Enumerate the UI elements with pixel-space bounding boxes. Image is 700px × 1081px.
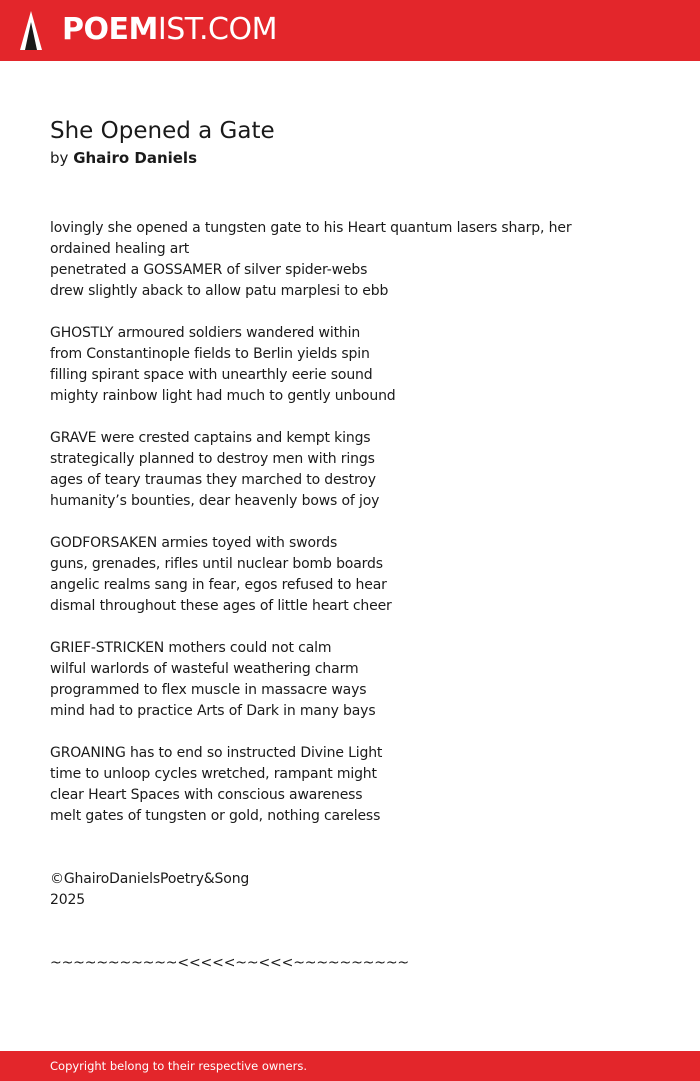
stanza-gap bbox=[50, 722, 610, 743]
poem-line: dismal throughout these ages of little heart cheer bbox=[50, 598, 392, 614]
stanza-gap bbox=[50, 512, 610, 533]
pencil-tip-icon bbox=[18, 10, 44, 52]
poem-line: clear Heart Spaces with conscious awareness bbox=[50, 787, 363, 803]
copyright-text: Copyright belong to their respective owners. bbox=[50, 1059, 308, 1073]
poem-line: 2025 bbox=[50, 892, 86, 908]
site-logo[interactable] bbox=[62, 12, 277, 48]
logo-light-text: IST.COM bbox=[157, 12, 277, 47]
poem-line: GRIEF-STRICKEN mothers could not calm bbox=[50, 640, 332, 656]
poem-line: melt gates of tungsten or gold, nothing careless bbox=[50, 808, 381, 824]
poem-line: wilful warlords of wasteful weathering charm bbox=[50, 661, 359, 677]
poem-title: She Opened a Gate bbox=[50, 118, 275, 144]
poem-line: strategically planned to destroy men with rings bbox=[50, 451, 375, 467]
stanza-gap bbox=[50, 932, 610, 953]
poem-line: GODFORSAKEN armies toyed with swords bbox=[50, 535, 338, 551]
poem-line: ©GhairoDanielsPoetry&Song bbox=[50, 871, 250, 887]
poem-line: humanity’s bounties, dear heavenly bows of joy bbox=[50, 493, 380, 509]
poem-line: angelic realms sang in fear, egos refused to hear bbox=[50, 577, 387, 593]
poem-line: GRAVE were crested captains and kempt kings bbox=[50, 430, 371, 446]
by-label: by bbox=[50, 149, 69, 167]
poem-line: ordained healing art bbox=[50, 241, 190, 257]
site-header bbox=[0, 0, 700, 61]
poem-line: filling spirant space with unearthly eerie sound bbox=[50, 367, 373, 383]
author-name: Ghairo Daniels bbox=[73, 149, 198, 167]
poem-line: programmed to flex muscle in massacre ways bbox=[50, 682, 367, 698]
poem-line: mind had to practice Arts of Dark in many bays bbox=[50, 703, 376, 719]
poem-line: drew slightly aback to allow patu marplesi to ebb bbox=[50, 283, 389, 299]
stanza-gap bbox=[50, 617, 610, 638]
poem-line: ages of teary traumas they marched to destroy bbox=[50, 472, 376, 488]
poem-line: GROANING has to end so instructed Divine Light bbox=[50, 745, 383, 761]
poem-line: lovingly she opened a tungsten gate to his Heart quantum lasers sharp, her bbox=[50, 220, 572, 236]
poem-line: GHOSTLY armoured soldiers wandered within bbox=[50, 325, 361, 341]
stanza-gap bbox=[50, 911, 610, 932]
poem-line: mighty rainbow light had much to gently unbound bbox=[50, 388, 396, 404]
poem-body bbox=[50, 218, 610, 974]
poem-line: ~~~~~~~~~~~<<<<<~~<<<~~~~~~~~~~ bbox=[50, 955, 409, 971]
byline bbox=[50, 148, 197, 169]
stanza-gap bbox=[50, 302, 610, 323]
poem-line: guns, grenades, rifles until nuclear bomb boards bbox=[50, 556, 383, 572]
stanza-gap bbox=[50, 848, 610, 869]
logo-bold-text: POEM bbox=[62, 12, 158, 47]
stanza-gap bbox=[50, 407, 610, 428]
poem-line: time to unloop cycles wretched, rampant might bbox=[50, 766, 377, 782]
poem-line: from Constantinople fields to Berlin yields spin bbox=[50, 346, 370, 362]
site-footer bbox=[0, 1051, 700, 1081]
stanza-gap bbox=[50, 827, 610, 848]
poem-line: penetrated a GOSSAMER of silver spider-webs bbox=[50, 262, 368, 278]
